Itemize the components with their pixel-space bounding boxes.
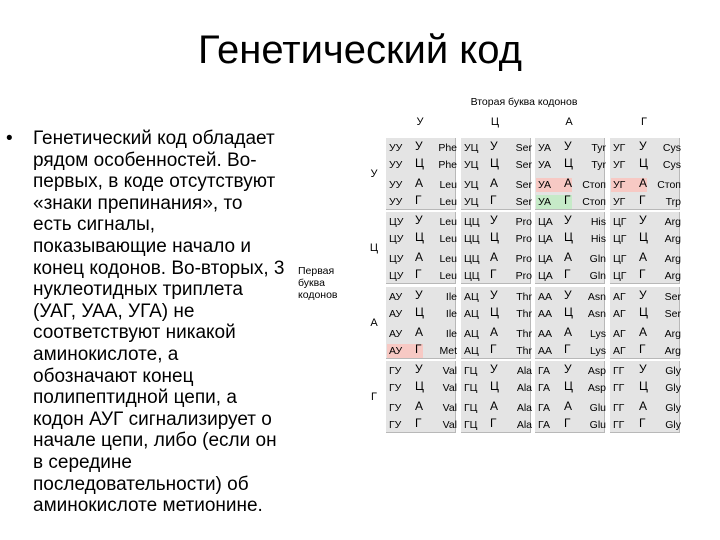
codon-prefix: УГ [613, 179, 626, 191]
third-letter: А [564, 176, 573, 190]
codon-entry [538, 176, 606, 191]
bullet-line: рядом особенностей. Во- [33, 149, 257, 171]
codon-prefix: АГ [613, 291, 626, 303]
codon-entry [538, 230, 606, 245]
codon-prefix: УГ [613, 159, 626, 171]
codon-entry [613, 139, 681, 154]
third-letter: Г [490, 193, 497, 207]
amino-acid: Ala [516, 382, 532, 394]
amino-acid: His [590, 233, 606, 245]
codon-prefix: ЦУ [389, 233, 404, 245]
codon-entry [613, 325, 681, 340]
amino-acid: Cys [662, 159, 681, 171]
amino-acid: Thr [516, 291, 532, 303]
codon-entry [538, 379, 606, 394]
amino-acid: Ala [516, 365, 532, 377]
third-letter: Ц [415, 156, 424, 170]
third-letter: Ц [564, 230, 573, 244]
amino-acid: Phe [438, 159, 457, 171]
codon-entry [464, 325, 532, 340]
amino-acid: Thr [516, 308, 532, 320]
amino-acid: Arg [664, 233, 681, 245]
codon-entry [389, 193, 457, 208]
amino-acid: Cys [662, 142, 681, 154]
codon-prefix: ГУ [389, 365, 402, 377]
third-letter: Г [564, 342, 571, 356]
bullet-line: начале цепи, либо (если он [33, 430, 277, 452]
third-letter: Г [490, 267, 497, 281]
codon-prefix: АЦ [464, 345, 479, 357]
third-letter: А [564, 325, 573, 339]
amino-acid: Ala [516, 402, 532, 414]
codon-entry [613, 213, 681, 228]
codon-entry [464, 230, 532, 245]
third-letter: Г [639, 416, 646, 430]
codon-entry [613, 250, 681, 265]
third-letter: Г [490, 416, 497, 430]
codon-prefix: УУ [389, 142, 403, 154]
third-letter: Г [564, 267, 571, 281]
codon-prefix: УГ [613, 142, 626, 154]
codon-prefix: АУ [389, 308, 403, 320]
second-letter-header: А [565, 116, 573, 128]
amino-acid: Ile [445, 308, 457, 320]
amino-acid: Ser [664, 308, 681, 320]
codon-entry [389, 250, 457, 265]
third-letter: А [415, 250, 424, 264]
third-letter: У [564, 288, 572, 302]
bullet-line: полипептидной цепи, а [33, 387, 237, 409]
amino-acid: Gly [665, 382, 681, 394]
amino-acid: Ser [515, 159, 532, 171]
codon-entry [389, 342, 457, 357]
third-letter: У [564, 362, 572, 376]
codon-prefix: ЦГ [613, 233, 627, 245]
first-letter-header: Г [371, 391, 377, 403]
third-letter: У [415, 213, 423, 227]
first-letter-header: Ц [369, 242, 379, 254]
amino-acid: Ile [445, 291, 457, 303]
bullet-line: последовательности) об [33, 473, 249, 495]
amino-acid: Gln [589, 270, 606, 282]
second-letter-caption: Вторая буква кодонов [470, 96, 578, 108]
third-letter: У [639, 288, 647, 302]
amino-acid: Ser [664, 291, 681, 303]
third-letter: Ц [490, 305, 499, 319]
amino-acid: Pro [515, 253, 532, 265]
bullet-line: нуклеотидных триплета [33, 279, 243, 301]
codon-entry [538, 267, 606, 282]
codon-prefix: ЦУ [389, 270, 404, 282]
codon-entry [464, 250, 532, 265]
codon-prefix: АГ [613, 328, 626, 340]
codon-prefix: УА [538, 179, 551, 191]
amino-acid: Arg [664, 270, 681, 282]
amino-acid: Asp [587, 365, 606, 377]
codon-entry [538, 193, 606, 208]
codon-prefix: ГА [538, 419, 550, 431]
bullet-line: аминокислоте метионине. [33, 495, 263, 517]
codon-entry [613, 267, 681, 282]
amino-acid: Glu [589, 419, 606, 431]
amino-acid: Gly [665, 419, 681, 431]
codon-prefix: УА [538, 159, 551, 171]
codon-entry [389, 267, 457, 282]
codon-prefix: ЦА [538, 216, 553, 228]
amino-acid: Arg [664, 253, 681, 265]
bullet-line: «знаки препинания», то [33, 192, 243, 214]
amino-acid: Asn [587, 308, 606, 320]
codon-entry [538, 325, 606, 340]
amino-acid: Gly [665, 365, 681, 377]
amino-acid: Arg [664, 216, 681, 228]
amino-acid: Asp [587, 382, 606, 394]
third-letter: А [639, 250, 648, 264]
amino-acid: Tyr [591, 142, 606, 154]
codon-prefix: ГЦ [464, 402, 478, 414]
codon-prefix: УГ [613, 196, 626, 208]
codon-entry [538, 250, 606, 265]
first-letter-caption: Первая буква кодонов [298, 265, 338, 301]
third-letter: Г [564, 416, 571, 430]
codon-prefix: ГА [538, 402, 550, 414]
amino-acid: Gly [665, 402, 681, 414]
codon-prefix: ГГ [613, 382, 625, 394]
bullet-line: соответствуют никакой [33, 322, 236, 344]
amino-acid: Thr [516, 328, 532, 340]
codon-prefix: УЦ [464, 142, 479, 154]
second-letter-header: У [416, 116, 424, 128]
third-letter: Г [639, 267, 646, 281]
amino-acid: Leu [439, 270, 457, 282]
third-letter: У [564, 213, 572, 227]
second-letter-header: Г [641, 116, 647, 128]
amino-acid: Arg [664, 328, 681, 340]
codon-entry [538, 362, 606, 377]
codon-prefix: ГУ [389, 382, 402, 394]
codon-entry [538, 399, 606, 414]
third-letter: А [490, 325, 499, 339]
third-letter: У [490, 288, 498, 302]
third-letter: Ц [490, 156, 499, 170]
bullet-marker: • [6, 128, 13, 149]
third-letter: Ц [490, 230, 499, 244]
amino-acid: Lys [590, 345, 606, 357]
third-letter: У [639, 213, 647, 227]
codon-prefix: ЦУ [389, 253, 404, 265]
codon-prefix: ГА [538, 382, 550, 394]
codon-prefix: ГЦ [464, 419, 478, 431]
amino-acid: Asn [587, 291, 606, 303]
codon-entry [464, 399, 532, 414]
codon-entry [613, 399, 681, 414]
third-letter: Г [415, 267, 422, 281]
third-letter: У [415, 288, 423, 302]
amino-acid: Val [442, 419, 457, 431]
bullet-line: обозначают конец [33, 365, 194, 387]
third-letter: А [490, 399, 499, 413]
codon-entry [613, 156, 681, 171]
codon-entry [389, 325, 457, 340]
first-letter-header: А [370, 317, 378, 329]
codon-prefix: ЦА [538, 270, 553, 282]
third-letter: А [490, 250, 499, 264]
codon-prefix: ГГ [613, 419, 625, 431]
amino-acid: His [590, 216, 606, 228]
third-letter: У [639, 139, 647, 153]
third-letter: Ц [639, 156, 648, 170]
bullet-line: первых, в коде отсутствуют [33, 171, 276, 193]
codon-entry [613, 379, 681, 394]
codon-entry [464, 342, 532, 357]
codon-entry [464, 305, 532, 320]
third-letter: А [639, 176, 648, 190]
amino-acid: Ser [515, 179, 532, 191]
codon-prefix: ЦЦ [464, 270, 480, 282]
codon-entry [538, 288, 606, 303]
codon-prefix: АУ [389, 328, 403, 340]
third-letter: У [639, 362, 647, 376]
amino-acid: Leu [439, 233, 457, 245]
third-letter: Г [639, 342, 646, 356]
third-letter: Г [564, 193, 571, 207]
codon-entry [389, 139, 457, 154]
codon-entry [613, 230, 681, 245]
amino-acid: Ser [515, 196, 532, 208]
codon-prefix: УЦ [464, 179, 479, 191]
codon-entry [389, 362, 457, 377]
codon-entry [464, 379, 532, 394]
amino-acid: Thr [516, 345, 532, 357]
codon-prefix: ГУ [389, 419, 402, 431]
first-letter-header: У [370, 168, 378, 180]
codon-entry [464, 193, 532, 208]
codon-entry [613, 362, 681, 377]
third-letter: А [639, 325, 648, 339]
third-letter: А [564, 399, 573, 413]
third-letter: Ц [564, 156, 573, 170]
codon-prefix: ГЦ [464, 382, 478, 394]
codon-prefix: АА [538, 345, 553, 357]
codon-prefix: ЦА [538, 233, 553, 245]
codon-entry [613, 416, 681, 431]
codon-entry [538, 342, 606, 357]
third-letter: Ц [415, 379, 424, 393]
codon-prefix: АГ [613, 308, 626, 320]
codon-entry [464, 176, 532, 191]
amino-acid: Стоп [582, 196, 606, 208]
codon-prefix: АЦ [464, 291, 479, 303]
codon-prefix: УУ [389, 159, 403, 171]
amino-acid: Glu [589, 402, 606, 414]
codon-entry [538, 416, 606, 431]
third-letter: А [415, 399, 424, 413]
codon-prefix: ГУ [389, 402, 402, 414]
amino-acid: Phe [438, 142, 457, 154]
third-letter: У [490, 139, 498, 153]
third-letter: У [490, 362, 498, 376]
codon-prefix: АУ [389, 291, 403, 303]
bullet-line: (УАГ, УАА, УГА) не [33, 300, 195, 322]
codon-entry [538, 213, 606, 228]
third-letter: Г [415, 416, 422, 430]
third-letter: Г [639, 193, 646, 207]
codon-entry [389, 416, 457, 431]
third-letter: А [639, 399, 648, 413]
third-letter: А [415, 176, 424, 190]
codon-prefix: ЦГ [613, 270, 627, 282]
codon-prefix: УУ [389, 196, 403, 208]
third-letter: Ц [564, 305, 573, 319]
amino-acid: Tyr [591, 159, 606, 171]
codon-entry [464, 288, 532, 303]
codon-prefix: АЦ [464, 328, 479, 340]
third-letter: Ц [415, 230, 424, 244]
bullet-line: Генетический код обладает [33, 128, 275, 149]
third-letter: У [415, 362, 423, 376]
codon-prefix: ГГ [613, 402, 625, 414]
codon-prefix: УА [538, 142, 551, 154]
codon-entry [613, 305, 681, 320]
bullet-line: показывающие начало и [33, 235, 251, 257]
third-letter: Ц [490, 379, 499, 393]
codon-entry [538, 305, 606, 320]
codon-prefix: УЦ [464, 196, 479, 208]
codon-prefix: ЦА [538, 253, 553, 265]
codon-prefix: ГГ [613, 365, 625, 377]
codon-prefix: ГЦ [464, 365, 478, 377]
amino-acid: Val [442, 402, 457, 414]
codon-entry [613, 193, 681, 208]
third-letter: Ц [639, 379, 648, 393]
third-letter: У [564, 139, 572, 153]
codon-entry [389, 213, 457, 228]
codon-prefix: ЦЦ [464, 253, 480, 265]
codon-entry [464, 213, 532, 228]
codon-prefix: УУ [389, 179, 403, 191]
bullet-line: есть сигналы, [33, 214, 156, 236]
codon-entry [464, 139, 532, 154]
third-letter: Ц [639, 230, 648, 244]
codon-prefix: АУ [389, 345, 403, 357]
codon-entry [464, 362, 532, 377]
codon-entry [389, 230, 457, 245]
codon-entry [613, 288, 681, 303]
codon-entry [613, 342, 681, 357]
amino-acid: Стоп [657, 179, 681, 191]
bullet-line: кодон АУГ сигнализирует о [33, 408, 272, 430]
amino-acid: Val [442, 365, 457, 377]
second-letter-header: Ц [490, 116, 500, 128]
codon-prefix: ЦЦ [464, 216, 480, 228]
codon-prefix: ГА [538, 365, 550, 377]
codon-entry [464, 156, 532, 171]
third-letter: А [490, 176, 499, 190]
codon-entry [538, 156, 606, 171]
codon-entry [389, 379, 457, 394]
codon-entry [538, 139, 606, 154]
codon-entry [389, 305, 457, 320]
amino-acid: Ser [515, 142, 532, 154]
amino-acid: Leu [439, 179, 457, 191]
codon-prefix: ЦГ [613, 253, 627, 265]
bullet-line: в середине [33, 451, 132, 473]
amino-acid: Arg [664, 345, 681, 357]
amino-acid: Leu [439, 216, 457, 228]
codon-prefix: АЦ [464, 308, 479, 320]
codon-entry [389, 399, 457, 414]
third-letter: Ц [564, 379, 573, 393]
amino-acid: Ala [516, 419, 532, 431]
amino-acid: Ile [445, 328, 457, 340]
page-title: Генетический код [198, 28, 522, 72]
third-letter: А [415, 325, 424, 339]
amino-acid: Met [439, 345, 457, 357]
codon-prefix: АА [538, 291, 553, 303]
amino-acid: Lys [590, 328, 606, 340]
codon-prefix: АА [538, 328, 553, 340]
third-letter: Ц [415, 305, 424, 319]
codon-entry [389, 176, 457, 191]
amino-acid: Leu [439, 253, 457, 265]
codon-prefix: ЦЦ [464, 233, 480, 245]
amino-acid: Стоп [582, 179, 606, 191]
codon-prefix: УА [538, 196, 551, 208]
codon-prefix: ЦУ [389, 216, 404, 228]
amino-acid: Pro [515, 216, 532, 228]
bullet-line: аминокислоте, а [33, 343, 179, 365]
codon-entry [464, 416, 532, 431]
third-letter: У [490, 213, 498, 227]
codon-prefix: АГ [613, 345, 626, 357]
codon-entry [389, 156, 457, 171]
bullet-paragraph [33, 128, 323, 517]
codon-entry [464, 267, 532, 282]
codon-entry [389, 288, 457, 303]
third-letter: А [564, 250, 573, 264]
codon-prefix: АА [538, 308, 553, 320]
third-letter: Г [415, 193, 422, 207]
amino-acid: Leu [439, 196, 457, 208]
amino-acid: Gln [589, 253, 606, 265]
amino-acid: Pro [515, 233, 532, 245]
third-letter: Ц [639, 305, 648, 319]
amino-acid: Trp [665, 196, 681, 208]
bullet-line: конец кодонов. Во-вторых, 3 [33, 257, 285, 279]
amino-acid: Val [442, 382, 457, 394]
codon-prefix: ЦГ [613, 216, 627, 228]
codon-entry [613, 176, 681, 191]
amino-acid: Pro [515, 270, 532, 282]
third-letter: Г [415, 342, 422, 356]
third-letter: Г [490, 342, 497, 356]
third-letter: У [415, 139, 423, 153]
codon-prefix: УЦ [464, 159, 479, 171]
